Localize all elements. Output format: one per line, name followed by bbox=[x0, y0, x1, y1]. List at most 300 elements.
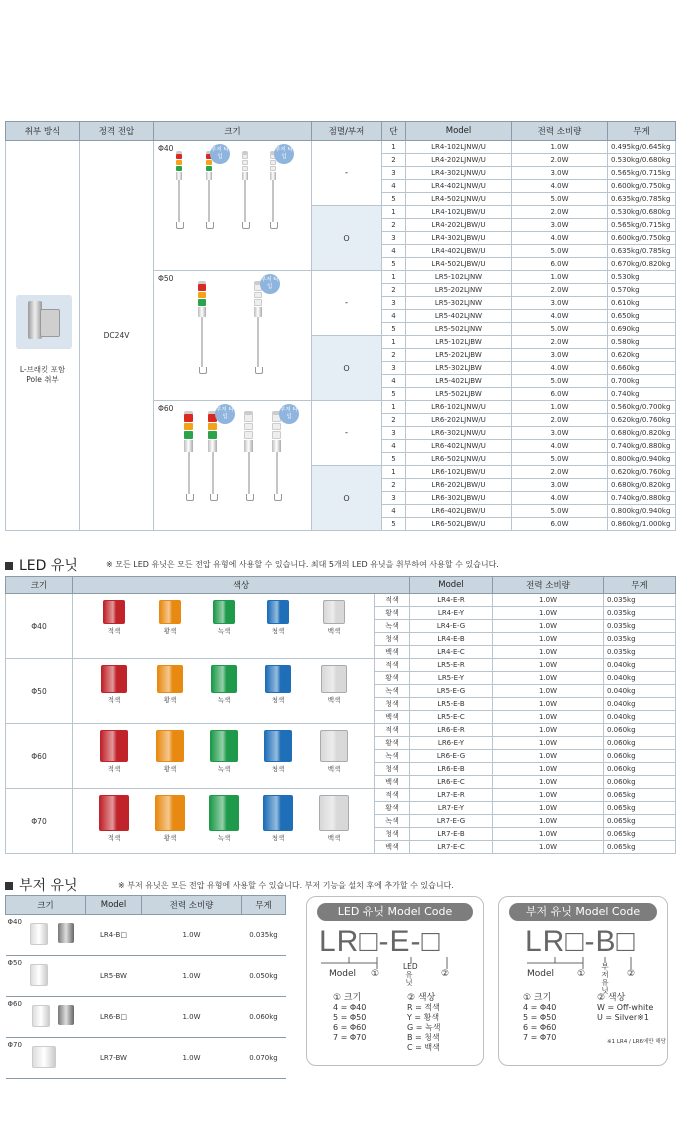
signal-tower-image bbox=[270, 151, 278, 229]
l-bracket-pole-mount-image bbox=[16, 295, 72, 349]
buzzer-header-model: Model bbox=[86, 896, 142, 915]
power-cell: 3.0W bbox=[512, 349, 608, 362]
model-cell: LR5-502LJNW bbox=[406, 323, 512, 336]
weight-cell: 0.565kg/0.715kg bbox=[608, 219, 676, 232]
led-size-cell: Φ70 bbox=[6, 789, 73, 854]
led-unit-image bbox=[319, 600, 349, 635]
model-cell: LR5-102LJBW bbox=[406, 336, 512, 349]
buzzer-unit-table bbox=[5, 895, 286, 1079]
tier-cell: 4 bbox=[382, 375, 406, 388]
buzzer-table-header bbox=[6, 896, 286, 915]
tier-cell: 5 bbox=[382, 453, 406, 466]
led-unit-shape bbox=[210, 730, 238, 762]
led-code-model-label: Model bbox=[329, 969, 357, 979]
led-unit-color-label: 적색 bbox=[107, 627, 121, 635]
tier-cell: 1 bbox=[382, 206, 406, 219]
led-color-images-cell bbox=[73, 659, 375, 724]
model-cell: LR6-102LJBW/U bbox=[406, 466, 512, 479]
led-unit-shape bbox=[323, 600, 345, 624]
tier-cell: 3 bbox=[382, 167, 406, 180]
buzzer-code-size-item: 5 = Φ50 bbox=[523, 1013, 557, 1022]
model-cell: LR4-202LJBW/U bbox=[406, 219, 512, 232]
weight-cell: 0.740kg/0.880kg bbox=[608, 492, 676, 505]
led-unit-color-label: 적색 bbox=[107, 834, 121, 842]
led-color-cell: 백색 bbox=[375, 711, 410, 724]
tier-cell: 1 bbox=[382, 271, 406, 284]
led-weight-cell: 0.065kg bbox=[604, 789, 676, 802]
led-unit-color-label: 청색 bbox=[271, 696, 285, 704]
buzzer-silver-image bbox=[58, 923, 74, 943]
led-model-cell: LR5-E-C bbox=[410, 711, 493, 724]
header-voltage: 정격 전압 bbox=[80, 122, 154, 141]
power-cell: 4.0W bbox=[512, 440, 608, 453]
led-weight-cell: 0.060kg bbox=[604, 776, 676, 789]
led-size-cell: Φ40 bbox=[6, 594, 73, 659]
buzzer-row bbox=[6, 956, 286, 997]
led-unit-shape bbox=[263, 795, 293, 831]
led-unit-color-label: 황색 bbox=[163, 765, 177, 773]
tier-cell: 1 bbox=[382, 141, 406, 154]
power-cell: 6.0W bbox=[512, 258, 608, 271]
weight-cell: 0.530kg bbox=[608, 271, 676, 284]
led-power-cell: 1.0W bbox=[493, 789, 604, 802]
led-weight-cell: 0.060kg bbox=[604, 724, 676, 737]
header-model: Model bbox=[406, 122, 512, 141]
buzzer-code-size-list bbox=[523, 993, 556, 1043]
signal-tower-image bbox=[272, 411, 282, 501]
tier-cell: 4 bbox=[382, 440, 406, 453]
tier-cell: 4 bbox=[382, 310, 406, 323]
led-code-size-item: 7 = Φ70 bbox=[333, 1033, 367, 1042]
led-unit-color-label: 백색 bbox=[327, 765, 341, 773]
tier-cell: 3 bbox=[382, 297, 406, 310]
buzzer-code-model-label: Model bbox=[527, 969, 555, 979]
led-power-cell: 1.0W bbox=[493, 815, 604, 828]
buzzer-type-badge: 부저 타입 bbox=[279, 404, 299, 424]
led-unit-color-label: 적색 bbox=[107, 696, 121, 704]
led-color-cell: 황색 bbox=[375, 607, 410, 620]
model-cell: LR5-402LJBW bbox=[406, 375, 512, 388]
power-cell: 3.0W bbox=[512, 427, 608, 440]
led-unit-image bbox=[95, 795, 133, 842]
tier-cell: 4 bbox=[382, 505, 406, 518]
led-code-color-item: G = 녹색 bbox=[407, 1023, 441, 1032]
led-color-cell: 청색 bbox=[375, 698, 410, 711]
led-power-cell: 1.0W bbox=[493, 685, 604, 698]
power-cell: 5.0W bbox=[512, 375, 608, 388]
led-power-cell: 1.0W bbox=[493, 763, 604, 776]
model-cell: LR4-302LJBW/U bbox=[406, 232, 512, 245]
led-code-size-item: 4 = Φ40 bbox=[333, 1003, 367, 1012]
tier-cell: 2 bbox=[382, 219, 406, 232]
mount-label: L-브래킷 포함 Pole 취부 bbox=[19, 364, 66, 384]
led-power-cell: 1.0W bbox=[493, 802, 604, 815]
led-code-mark2: ② bbox=[441, 969, 450, 979]
buzzer-code-mark2: ② bbox=[627, 969, 636, 979]
buzzer-power-cell: 1.0W bbox=[142, 997, 242, 1038]
buzzer-type-badge: 부저 타입 bbox=[274, 144, 294, 164]
weight-cell: 0.610kg bbox=[608, 297, 676, 310]
led-weight-cell: 0.065kg bbox=[604, 841, 676, 854]
voltage-cell: DC24V bbox=[80, 141, 154, 531]
led-model-cell: LR5-E-R bbox=[410, 659, 493, 672]
led-model-cell: LR5-E-B bbox=[410, 698, 493, 711]
led-code-size-list bbox=[333, 993, 366, 1043]
weight-cell: 0.570kg bbox=[608, 284, 676, 297]
buzzer-code-size-item: 7 = Φ70 bbox=[523, 1033, 557, 1042]
power-cell: 1.0W bbox=[512, 141, 608, 154]
led-unit-color-label: 백색 bbox=[327, 627, 341, 635]
led-color-cell: 녹색 bbox=[375, 620, 410, 633]
buzzer-header-weight: 무게 bbox=[242, 896, 286, 915]
led-color-cell: 청색 bbox=[375, 633, 410, 646]
led-header-model: Model bbox=[410, 577, 493, 594]
led-color-cell: 적색 bbox=[375, 594, 410, 607]
led-weight-cell: 0.065kg bbox=[604, 815, 676, 828]
weight-cell: 0.580kg bbox=[608, 336, 676, 349]
power-cell: 5.0W bbox=[512, 505, 608, 518]
tier-cell: 1 bbox=[382, 336, 406, 349]
led-code-color-item: B = 청색 bbox=[407, 1033, 440, 1042]
buzzer-model-cell: LR4-B□ bbox=[86, 915, 142, 956]
buzzer-code-color-head: ② 색상 bbox=[597, 993, 626, 1003]
tier-cell: 3 bbox=[382, 232, 406, 245]
buzzer-weight-cell: 0.070kg bbox=[242, 1038, 286, 1079]
model-cell: LR5-402LJNW bbox=[406, 310, 512, 323]
tier-cell: 4 bbox=[382, 180, 406, 193]
led-weight-cell: 0.040kg bbox=[604, 672, 676, 685]
tier-cell: 5 bbox=[382, 323, 406, 336]
led-power-cell: 1.0W bbox=[493, 750, 604, 763]
tier-cell: 5 bbox=[382, 258, 406, 271]
led-unit-shape bbox=[264, 730, 292, 762]
buzzer-model-cell: LR5-BW bbox=[86, 956, 142, 997]
header-mount: 취부 방식 bbox=[6, 122, 80, 141]
led-power-cell: 1.0W bbox=[493, 646, 604, 659]
led-weight-cell: 0.035kg bbox=[604, 594, 676, 607]
weight-cell: 0.670kg/0.820kg bbox=[608, 258, 676, 271]
led-color-cell: 적색 bbox=[375, 659, 410, 672]
model-cell: LR4-402LJNW/U bbox=[406, 180, 512, 193]
tier-cell: 1 bbox=[382, 466, 406, 479]
led-weight-cell: 0.065kg bbox=[604, 802, 676, 815]
led-code-size-item: 6 = Φ60 bbox=[333, 1023, 367, 1032]
tower-image-cell bbox=[154, 141, 312, 271]
led-power-cell: 1.0W bbox=[493, 659, 604, 672]
model-cell: LR5-102LJNW bbox=[406, 271, 512, 284]
weight-cell: 0.800kg/0.940kg bbox=[608, 505, 676, 518]
led-model-cell: LR4-E-R bbox=[410, 594, 493, 607]
buzzer-power-cell: 1.0W bbox=[142, 1038, 242, 1079]
tower-image-cell bbox=[154, 401, 312, 531]
model-cell: LR4-102LJNW/U bbox=[406, 141, 512, 154]
led-color-cell: 녹색 bbox=[375, 685, 410, 698]
led-code-color-item: R = 적색 bbox=[407, 1003, 440, 1012]
led-model-cell: LR6-E-G bbox=[410, 750, 493, 763]
led-model-cell: LR4-E-G bbox=[410, 620, 493, 633]
led-weight-cell: 0.035kg bbox=[604, 633, 676, 646]
led-unit-shape bbox=[101, 665, 127, 693]
led-code-mark1: ① bbox=[371, 969, 380, 979]
led-unit-shape bbox=[265, 665, 291, 693]
led-color-cell: 백색 bbox=[375, 646, 410, 659]
power-cell: 3.0W bbox=[512, 219, 608, 232]
led-unit-image bbox=[209, 600, 239, 635]
led-model-code-title: LED 유닛 Model Code bbox=[317, 903, 473, 921]
led-unit-color-label: 녹색 bbox=[217, 627, 231, 635]
buzzer-code-color-item: W = Off-white bbox=[597, 1003, 654, 1012]
weight-cell: 0.700kg bbox=[608, 375, 676, 388]
led-model-cell: LR7-E-Y bbox=[410, 802, 493, 815]
led-unit-image bbox=[263, 600, 293, 635]
led-color-cell: 백색 bbox=[375, 776, 410, 789]
led-model-cell: LR7-E-C bbox=[410, 841, 493, 854]
weight-cell: 0.860kg/1.000kg bbox=[608, 518, 676, 531]
weight-cell: 0.680kg/0.820kg bbox=[608, 479, 676, 492]
led-model-cell: LR5-E-Y bbox=[410, 672, 493, 685]
tier-cell: 5 bbox=[382, 193, 406, 206]
led-unit-shape bbox=[319, 795, 349, 831]
led-unit-shape bbox=[211, 665, 237, 693]
tier-cell: 3 bbox=[382, 492, 406, 505]
led-code-color-list bbox=[407, 993, 440, 1053]
led-model-cell: LR6-E-C bbox=[410, 776, 493, 789]
led-unit-shape bbox=[103, 600, 125, 624]
buzzer-code-mid-label: 부저 유닛 bbox=[601, 962, 609, 995]
led-weight-cell: 0.060kg bbox=[604, 737, 676, 750]
led-header-color: 색상 bbox=[73, 577, 410, 594]
buzzer-size-label: Φ40 bbox=[7, 918, 22, 926]
buzzer-white-image bbox=[30, 964, 48, 986]
buzzer-white-image bbox=[30, 923, 48, 945]
buzzer-weight-cell: 0.050kg bbox=[242, 956, 286, 997]
buzzer-title-text: 부저 유닛 bbox=[19, 878, 78, 894]
weight-cell: 0.660kg bbox=[608, 362, 676, 375]
model-cell: LR4-202LJNW/U bbox=[406, 154, 512, 167]
flash-buzzer-cell: - bbox=[312, 271, 382, 336]
buzzer-code-size-item: 6 = Φ60 bbox=[523, 1023, 557, 1032]
buzzer-type-badge: 부저 타입 bbox=[210, 144, 230, 164]
model-cell: LR5-202LJBW bbox=[406, 349, 512, 362]
led-power-cell: 1.0W bbox=[493, 737, 604, 750]
led-size-cell: Φ60 bbox=[6, 724, 73, 789]
signal-tower-image bbox=[254, 281, 263, 374]
buzzer-weight-cell: 0.035kg bbox=[242, 915, 286, 956]
model-cell: LR6-202LJBW/U bbox=[406, 479, 512, 492]
buzzer-code-size-item: 4 = Φ40 bbox=[523, 1003, 557, 1012]
tower-light-spec-table bbox=[5, 121, 676, 531]
power-cell: 1.0W bbox=[512, 271, 608, 284]
model-cell: LR6-102LJNW/U bbox=[406, 401, 512, 414]
led-unit-color-label: 청색 bbox=[271, 627, 285, 635]
tower-image-cell bbox=[154, 271, 312, 401]
buzzer-model-code: LR□-B□ bbox=[525, 925, 636, 958]
buzzer-white-image bbox=[32, 1046, 56, 1068]
model-cell: LR6-502LJBW/U bbox=[406, 518, 512, 531]
led-power-cell: 1.0W bbox=[493, 672, 604, 685]
buzzer-section-note: ※ 부저 유닛은 모든 전압 유형에 사용할 수 있습니다. 부저 기능을 설치 후에 추가할 수 있습니다. bbox=[118, 881, 454, 890]
led-model-cell: LR4-E-Y bbox=[410, 607, 493, 620]
weight-cell: 0.680kg/0.820kg bbox=[608, 427, 676, 440]
weight-cell: 0.620kg/0.760kg bbox=[608, 414, 676, 427]
buzzer-model-code-title: 부저 유닛 Model Code bbox=[509, 903, 657, 921]
buzzer-type-badge: 부저 타입 bbox=[260, 274, 280, 294]
led-color-cell: 청색 bbox=[375, 828, 410, 841]
led-unit-color-label: 황색 bbox=[163, 627, 177, 635]
power-cell: 5.0W bbox=[512, 323, 608, 336]
tier-cell: 2 bbox=[382, 479, 406, 492]
led-code-size-item: 5 = Φ50 bbox=[333, 1013, 367, 1022]
led-power-cell: 1.0W bbox=[493, 711, 604, 724]
tier-cell: 4 bbox=[382, 245, 406, 258]
tower-size-label: Φ40 bbox=[158, 144, 174, 153]
led-code-size-head: ① 크기 bbox=[333, 993, 362, 1003]
buzzer-code-color-item: U = Silver※1 bbox=[597, 1013, 649, 1022]
header-power: 전력 소비량 bbox=[512, 122, 608, 141]
led-color-images-cell bbox=[73, 724, 375, 789]
led-model-cell: LR6-E-B bbox=[410, 763, 493, 776]
led-weight-cell: 0.035kg bbox=[604, 607, 676, 620]
buzzer-header-power: 전력 소비량 bbox=[142, 896, 242, 915]
led-color-images-cell bbox=[73, 594, 375, 659]
weight-cell: 0.620kg/0.760kg bbox=[608, 466, 676, 479]
power-cell: 2.0W bbox=[512, 336, 608, 349]
weight-cell: 0.740kg bbox=[608, 388, 676, 401]
led-unit-shape bbox=[100, 730, 128, 762]
led-unit-shape bbox=[213, 600, 235, 624]
flash-buzzer-cell: - bbox=[312, 401, 382, 466]
power-cell: 6.0W bbox=[512, 518, 608, 531]
led-code-mid-label: LED 유닛 bbox=[403, 962, 418, 987]
power-cell: 4.0W bbox=[512, 180, 608, 193]
led-weight-cell: 0.035kg bbox=[604, 646, 676, 659]
led-model-cell: LR4-E-B bbox=[410, 633, 493, 646]
led-section-note: ※ 모든 LED 유닛은 모든 전압 유형에 사용할 수 있습니다. 최대 5개의 LED 유닛을 취부하여 사용할 수 있습니다. bbox=[106, 560, 499, 569]
power-cell: 6.0W bbox=[512, 388, 608, 401]
tier-cell: 2 bbox=[382, 154, 406, 167]
led-unit-color-label: 백색 bbox=[327, 696, 341, 704]
model-cell: LR6-302LJNW/U bbox=[406, 427, 512, 440]
led-unit-color-label: 황색 bbox=[163, 696, 177, 704]
model-cell: LR5-302LJBW bbox=[406, 362, 512, 375]
led-unit-color-label: 백색 bbox=[327, 834, 341, 842]
led-unit-color-label: 황색 bbox=[163, 834, 177, 842]
weight-cell: 0.530kg/0.680kg bbox=[608, 154, 676, 167]
led-weight-cell: 0.040kg bbox=[604, 711, 676, 724]
model-cell: LR6-202LJNW/U bbox=[406, 414, 512, 427]
led-weight-cell: 0.035kg bbox=[604, 620, 676, 633]
header-size: 크기 bbox=[154, 122, 312, 141]
buzzer-type-badge: 부저 타입 bbox=[215, 404, 235, 424]
led-unit-image bbox=[151, 795, 189, 842]
led-model-code: LR□-E-□ bbox=[319, 925, 441, 958]
power-cell: 3.0W bbox=[512, 167, 608, 180]
tier-cell: 5 bbox=[382, 518, 406, 531]
signal-tower-image bbox=[208, 411, 218, 501]
buzzer-white-image bbox=[32, 1005, 50, 1027]
power-cell: 3.0W bbox=[512, 297, 608, 310]
model-cell: LR4-102LJBW/U bbox=[406, 206, 512, 219]
led-power-cell: 1.0W bbox=[493, 828, 604, 841]
buzzer-size-label: Φ60 bbox=[7, 1000, 22, 1008]
led-weight-cell: 0.065kg bbox=[604, 828, 676, 841]
led-table-header bbox=[6, 577, 676, 594]
model-cell: LR6-502LJNW/U bbox=[406, 453, 512, 466]
buzzer-row bbox=[6, 997, 286, 1038]
led-code-color-head: ② 색상 bbox=[407, 993, 436, 1003]
led-row bbox=[6, 789, 676, 802]
model-cell: LR6-402LJNW/U bbox=[406, 440, 512, 453]
power-cell: 5.0W bbox=[512, 193, 608, 206]
led-color-cell: 녹색 bbox=[375, 750, 410, 763]
model-cell: LR6-402LJBW/U bbox=[406, 505, 512, 518]
model-cell: LR5-302LJNW bbox=[406, 297, 512, 310]
led-unit-shape bbox=[209, 795, 239, 831]
weight-cell: 0.690kg bbox=[608, 323, 676, 336]
power-cell: 4.0W bbox=[512, 492, 608, 505]
led-power-cell: 1.0W bbox=[493, 776, 604, 789]
model-cell: LR4-502LJNW/U bbox=[406, 193, 512, 206]
power-cell: 1.0W bbox=[512, 401, 608, 414]
spec-row bbox=[6, 141, 676, 154]
led-unit-shape bbox=[267, 600, 289, 624]
weight-cell: 0.800kg/0.940kg bbox=[608, 453, 676, 466]
led-unit-image bbox=[260, 730, 296, 773]
led-unit-shape bbox=[99, 795, 129, 831]
power-cell: 2.0W bbox=[512, 414, 608, 427]
signal-tower-image bbox=[244, 411, 254, 501]
led-power-cell: 1.0W bbox=[493, 724, 604, 737]
led-unit-image bbox=[315, 795, 353, 842]
led-color-cell: 황색 bbox=[375, 737, 410, 750]
led-model-cell: LR7-E-B bbox=[410, 828, 493, 841]
signal-tower-image bbox=[198, 281, 207, 374]
buzzer-code-color-list bbox=[597, 993, 653, 1023]
power-cell: 2.0W bbox=[512, 284, 608, 297]
led-model-code-box bbox=[306, 896, 484, 1066]
weight-cell: 0.635kg/0.785kg bbox=[608, 193, 676, 206]
led-model-cell: LR5-E-G bbox=[410, 685, 493, 698]
buzzer-code-size-head: ① 크기 bbox=[523, 993, 552, 1003]
led-color-cell: 백색 bbox=[375, 841, 410, 854]
flash-buzzer-cell: O bbox=[312, 206, 382, 271]
buzzer-size-cell bbox=[6, 1038, 86, 1079]
buzzer-row bbox=[6, 915, 286, 956]
led-code-color-item: Y = 황색 bbox=[407, 1013, 440, 1022]
power-cell: 2.0W bbox=[512, 206, 608, 219]
signal-tower-image bbox=[242, 151, 250, 229]
square-bullet-icon bbox=[5, 882, 13, 890]
weight-cell: 0.600kg/0.750kg bbox=[608, 180, 676, 193]
led-power-cell: 1.0W bbox=[493, 633, 604, 646]
led-section-title bbox=[5, 555, 78, 575]
led-size-cell: Φ50 bbox=[6, 659, 73, 724]
tier-cell: 1 bbox=[382, 401, 406, 414]
led-unit-image bbox=[207, 665, 241, 704]
led-title-text: LED 유닛 bbox=[19, 558, 78, 574]
signal-tower-image bbox=[184, 411, 194, 501]
power-cell: 4.0W bbox=[512, 362, 608, 375]
led-row bbox=[6, 724, 676, 737]
model-cell: LR5-502LJBW bbox=[406, 388, 512, 401]
buzzer-size-cell bbox=[6, 956, 86, 997]
led-unit-color-label: 청색 bbox=[271, 765, 285, 773]
led-unit-shape bbox=[321, 665, 347, 693]
flash-buzzer-cell: O bbox=[312, 336, 382, 401]
buzzer-size-label: Φ70 bbox=[7, 1041, 22, 1049]
buzzer-model-cell: LR6-B□ bbox=[86, 997, 142, 1038]
model-cell: LR6-302LJBW/U bbox=[406, 492, 512, 505]
